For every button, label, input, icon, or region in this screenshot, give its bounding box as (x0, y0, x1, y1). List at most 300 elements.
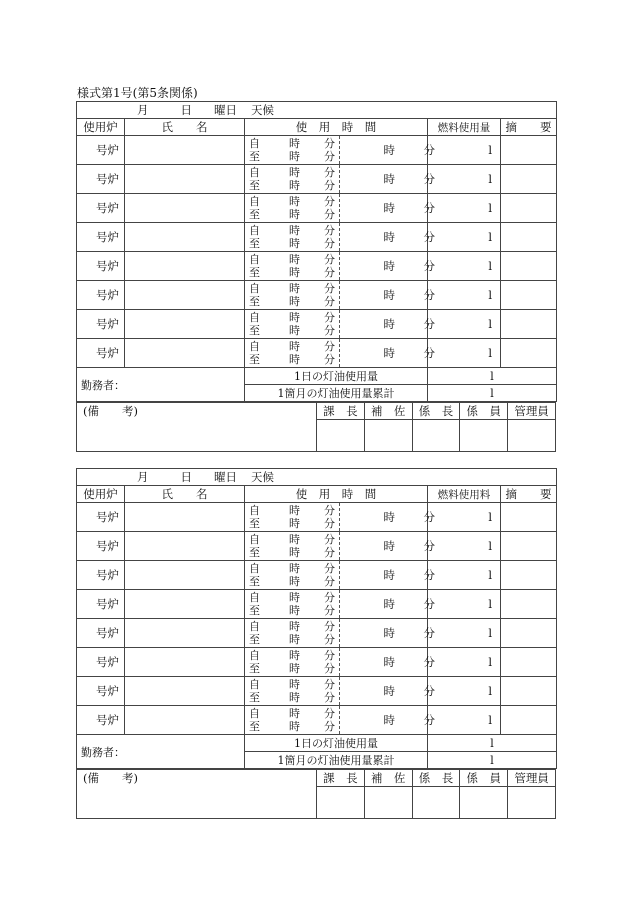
duration-hour-label: 時 (383, 317, 395, 331)
col-fuel-amount: 燃料使用量 (428, 119, 501, 136)
date-bar[interactable] (77, 102, 557, 119)
log-row (77, 503, 557, 532)
duration-minute-label: 分 (423, 510, 435, 524)
duration-hour-label: 時 (383, 597, 395, 611)
monthly-usage-value[interactable]: l (428, 752, 557, 769)
col-fuel-amount: 燃料使用料 (428, 486, 501, 503)
name-cell[interactable] (125, 706, 245, 735)
furnace-cell[interactable] (77, 194, 125, 223)
seal-box[interactable] (317, 420, 365, 452)
from-label: 自 (249, 253, 260, 266)
from-label: 自 (249, 282, 260, 295)
fuel-cell[interactable] (428, 706, 501, 735)
hour-label: 時 (289, 720, 300, 733)
duration-hour-label: 時 (383, 230, 395, 244)
fuel-cell[interactable] (428, 532, 501, 561)
hour-label: 時 (289, 179, 300, 192)
furnace-cell[interactable] (77, 648, 125, 677)
duration-minute-label: 分 (423, 346, 435, 360)
fuel-cell[interactable] (428, 648, 501, 677)
from-label: 自 (249, 166, 260, 179)
from-label: 自 (249, 224, 260, 237)
duration-hour-label: 時 (383, 346, 395, 360)
usage-time-cell[interactable] (245, 281, 435, 310)
minute-label: 分 (324, 633, 335, 646)
furnace-cell[interactable] (77, 136, 125, 165)
minute-label: 分 (324, 224, 335, 237)
name-cell[interactable] (125, 310, 245, 339)
daily-log-table (76, 468, 557, 769)
to-label: 至 (249, 237, 260, 250)
duration-minute-label: 分 (423, 655, 435, 669)
to-label: 至 (249, 517, 260, 530)
from-label: 自 (249, 504, 260, 517)
furnace-label: 号炉 (96, 684, 119, 698)
duration-minute-label: 分 (423, 626, 435, 640)
duration-minute-label: 分 (423, 317, 435, 331)
seal-box[interactable] (317, 787, 365, 819)
duration-hour-label: 時 (383, 510, 395, 524)
hour-label: 時 (289, 620, 300, 633)
furnace-cell[interactable] (77, 677, 125, 706)
minute-label: 分 (324, 311, 335, 324)
fuel-cell[interactable] (428, 252, 501, 281)
usage-time-cell[interactable] (245, 310, 435, 339)
log-row (77, 223, 557, 252)
furnace-label: 号炉 (96, 172, 119, 186)
to-label: 至 (249, 720, 260, 733)
fuel-cell[interactable] (428, 619, 501, 648)
summary-cell[interactable] (501, 223, 557, 252)
log-row (77, 648, 557, 677)
seal-box[interactable] (508, 787, 556, 819)
duration-hour-label: 時 (383, 201, 395, 215)
usage-time-cell[interactable] (245, 677, 435, 706)
fuel-unit: l (488, 597, 492, 611)
fuel-unit: l (488, 259, 492, 273)
furnace-cell[interactable] (77, 619, 125, 648)
name-cell[interactable] (125, 561, 245, 590)
weather-label: 天候 (251, 470, 274, 484)
furnace-label: 号炉 (96, 626, 119, 640)
monthly-usage-value[interactable]: l (428, 385, 557, 402)
usage-time-cell[interactable] (245, 619, 435, 648)
fuel-cell[interactable] (428, 281, 501, 310)
hour-label: 時 (289, 150, 300, 163)
hour-label: 時 (289, 208, 300, 221)
to-label: 至 (249, 546, 260, 559)
minute-label: 分 (324, 504, 335, 517)
col-name: 氏 名 (125, 486, 245, 503)
furnace-cell[interactable] (77, 310, 125, 339)
approver-2: 補 佐 (364, 403, 412, 420)
log-row (77, 532, 557, 561)
hour-label: 時 (289, 504, 300, 517)
minute-label: 分 (324, 340, 335, 353)
daily-log-form-1 (76, 101, 556, 452)
seal-box[interactable] (460, 420, 508, 452)
seal-box[interactable] (364, 420, 412, 452)
furnace-cell[interactable] (77, 590, 125, 619)
fuel-unit: l (488, 655, 492, 669)
approver-2: 補 佐 (364, 770, 412, 787)
furnace-cell[interactable] (77, 252, 125, 281)
from-label: 自 (249, 340, 260, 353)
summary-cell[interactable] (501, 532, 557, 561)
approver-1: 課 長 (317, 770, 365, 787)
col-furnace: 使用炉 (77, 119, 125, 136)
fuel-unit: l (488, 201, 492, 215)
log-row (77, 136, 557, 165)
month-label: 月 (137, 103, 149, 117)
approver-1: 課 長 (317, 403, 365, 420)
furnace-label: 号炉 (96, 288, 119, 302)
hour-label: 時 (289, 517, 300, 530)
furnace-label: 号炉 (96, 317, 119, 331)
duration-hour-label: 時 (383, 568, 395, 582)
notes-table (76, 402, 556, 452)
hour-label: 時 (289, 137, 300, 150)
minute-label: 分 (324, 691, 335, 704)
worker-label: 勤務者： (77, 735, 245, 769)
fuel-unit: l (488, 288, 492, 302)
hour-label: 時 (289, 691, 300, 704)
hour-label: 時 (289, 224, 300, 237)
form-title: 様式第1号(第5条関係) (77, 86, 198, 100)
notes-field[interactable] (77, 403, 317, 452)
name-cell[interactable] (125, 252, 245, 281)
hour-label: 時 (289, 649, 300, 662)
duration-hour-label: 時 (383, 288, 395, 302)
duration-minute-label: 分 (423, 568, 435, 582)
log-row (77, 194, 557, 223)
minute-label: 分 (324, 282, 335, 295)
furnace-label: 号炉 (96, 510, 119, 524)
hour-label: 時 (289, 662, 300, 675)
log-row (77, 252, 557, 281)
minute-label: 分 (324, 649, 335, 662)
to-label: 至 (249, 633, 260, 646)
name-cell[interactable] (125, 677, 245, 706)
weather-label: 天候 (251, 103, 274, 117)
to-label: 至 (249, 179, 260, 192)
from-label: 自 (249, 533, 260, 546)
summary-cell[interactable] (501, 503, 557, 532)
name-cell[interactable] (125, 136, 245, 165)
summary-cell[interactable] (501, 281, 557, 310)
daily-usage-value[interactable]: l (428, 368, 557, 385)
duration-hour-label: 時 (383, 143, 395, 157)
minute-label: 分 (324, 353, 335, 366)
notes-label: (備 考) (83, 404, 138, 418)
furnace-label: 号炉 (96, 713, 119, 727)
fuel-unit: l (488, 510, 492, 524)
fuel-unit: l (488, 568, 492, 582)
log-row (77, 590, 557, 619)
usage-time-cell[interactable] (245, 194, 435, 223)
hour-label: 時 (289, 533, 300, 546)
from-label: 自 (249, 311, 260, 324)
to-label: 至 (249, 604, 260, 617)
usage-time-cell[interactable] (245, 648, 435, 677)
usage-time-cell[interactable] (245, 223, 435, 252)
furnace-cell[interactable] (77, 532, 125, 561)
log-row (77, 310, 557, 339)
col-usage-time: 使 用 時 間 (245, 486, 428, 503)
usage-time-cell[interactable] (245, 590, 435, 619)
worker-label: 勤務者： (77, 368, 245, 402)
minute-label: 分 (324, 517, 335, 530)
furnace-label: 号炉 (96, 655, 119, 669)
month-label: 月 (137, 470, 149, 484)
duration-hour-label: 時 (383, 684, 395, 698)
fuel-unit: l (488, 539, 492, 553)
duration-minute-label: 分 (423, 684, 435, 698)
duration-hour-label: 時 (383, 655, 395, 669)
hour-label: 時 (289, 562, 300, 575)
hour-label: 時 (289, 546, 300, 559)
fuel-cell[interactable] (428, 310, 501, 339)
to-label: 至 (249, 295, 260, 308)
furnace-label: 号炉 (96, 143, 119, 157)
name-cell[interactable] (125, 165, 245, 194)
from-label: 自 (249, 195, 260, 208)
fuel-unit: l (488, 172, 492, 186)
summary-cell[interactable] (501, 561, 557, 590)
daily-log-table (76, 101, 557, 402)
minute-label: 分 (324, 562, 335, 575)
usage-time-cell[interactable] (245, 136, 435, 165)
summary-cell[interactable] (501, 590, 557, 619)
hour-label: 時 (289, 324, 300, 337)
fuel-unit: l (488, 684, 492, 698)
duration-minute-label: 分 (423, 259, 435, 273)
duration-minute-label: 分 (423, 539, 435, 553)
minute-label: 分 (324, 720, 335, 733)
fuel-cell[interactable] (428, 503, 501, 532)
hour-label: 時 (289, 166, 300, 179)
seal-box[interactable] (508, 420, 556, 452)
minute-label: 分 (324, 575, 335, 588)
col-summary: 摘 要 (501, 486, 557, 503)
minute-label: 分 (324, 604, 335, 617)
minute-label: 分 (324, 533, 335, 546)
notes-label: (備 考) (83, 771, 138, 785)
usage-time-cell[interactable] (245, 165, 435, 194)
usage-time-cell[interactable] (245, 252, 435, 281)
name-cell[interactable] (125, 590, 245, 619)
minute-label: 分 (324, 620, 335, 633)
summary-cell[interactable] (501, 136, 557, 165)
log-row (77, 165, 557, 194)
approver-5: 管理員 (508, 770, 556, 787)
furnace-label: 号炉 (96, 597, 119, 611)
duration-minute-label: 分 (423, 288, 435, 302)
to-label: 至 (249, 691, 260, 704)
hour-label: 時 (289, 353, 300, 366)
duration-minute-label: 分 (423, 597, 435, 611)
name-cell[interactable] (125, 532, 245, 561)
name-cell[interactable] (125, 648, 245, 677)
duration-minute-label: 分 (423, 713, 435, 727)
daily-usage-label: 1日の灯油使用量 (245, 735, 428, 752)
minute-label: 分 (324, 591, 335, 604)
log-row (77, 706, 557, 735)
minute-label: 分 (324, 166, 335, 179)
minute-label: 分 (324, 253, 335, 266)
duration-hour-label: 時 (383, 259, 395, 273)
minute-label: 分 (324, 266, 335, 279)
summary-cell[interactable] (501, 706, 557, 735)
fuel-cell[interactable] (428, 194, 501, 223)
fuel-unit: l (488, 626, 492, 640)
hour-label: 時 (289, 237, 300, 250)
hour-label: 時 (289, 295, 300, 308)
log-row (77, 619, 557, 648)
furnace-cell[interactable] (77, 281, 125, 310)
duration-hour-label: 時 (383, 713, 395, 727)
furnace-label: 号炉 (96, 230, 119, 244)
fuel-cell[interactable] (428, 561, 501, 590)
usage-time-cell[interactable] (245, 561, 435, 590)
fuel-unit: l (488, 317, 492, 331)
furnace-cell[interactable] (77, 503, 125, 532)
seal-box[interactable] (460, 787, 508, 819)
hour-label: 時 (289, 311, 300, 324)
duration-minute-label: 分 (423, 143, 435, 157)
minute-label: 分 (324, 179, 335, 192)
monthly-usage-label: 1箇月の灯油使用量累計 (245, 385, 428, 402)
duration-hour-label: 時 (383, 172, 395, 186)
to-label: 至 (249, 575, 260, 588)
minute-label: 分 (324, 295, 335, 308)
name-cell[interactable] (125, 194, 245, 223)
hour-label: 時 (289, 707, 300, 720)
minute-label: 分 (324, 137, 335, 150)
summary-cell[interactable] (501, 648, 557, 677)
minute-label: 分 (324, 208, 335, 221)
approver-3: 係 長 (412, 403, 460, 420)
name-cell[interactable] (125, 339, 245, 368)
log-row (77, 677, 557, 706)
furnace-label: 号炉 (96, 568, 119, 582)
seal-box[interactable] (364, 787, 412, 819)
fuel-cell[interactable] (428, 223, 501, 252)
hour-label: 時 (289, 266, 300, 279)
daily-usage-value[interactable]: l (428, 735, 557, 752)
seal-box[interactable] (412, 420, 460, 452)
usage-time-cell[interactable] (245, 532, 435, 561)
to-label: 至 (249, 353, 260, 366)
from-label: 自 (249, 649, 260, 662)
daily-usage-label: 1日の灯油使用量 (245, 368, 428, 385)
daily-log-form-2 (76, 468, 556, 819)
fuel-unit: l (488, 713, 492, 727)
furnace-cell[interactable] (77, 339, 125, 368)
col-furnace: 使用炉 (77, 486, 125, 503)
log-row (77, 339, 557, 368)
day-label: 日 (180, 103, 192, 117)
minute-label: 分 (324, 150, 335, 163)
day-label: 日 (180, 470, 192, 484)
usage-time-cell[interactable] (245, 503, 435, 532)
minute-label: 分 (324, 324, 335, 337)
seal-box[interactable] (412, 787, 460, 819)
summary-cell[interactable] (501, 165, 557, 194)
usage-time-cell[interactable] (245, 706, 435, 735)
summary-cell[interactable] (501, 310, 557, 339)
duration-hour-label: 時 (383, 539, 395, 553)
furnace-cell[interactable] (77, 223, 125, 252)
name-cell[interactable] (125, 503, 245, 532)
log-row (77, 561, 557, 590)
name-cell[interactable] (125, 281, 245, 310)
usage-time-cell[interactable] (245, 339, 435, 368)
col-name: 氏 名 (125, 119, 245, 136)
fuel-cell[interactable] (428, 590, 501, 619)
log-row (77, 281, 557, 310)
fuel-cell[interactable] (428, 136, 501, 165)
to-label: 至 (249, 324, 260, 337)
summary-cell[interactable] (501, 677, 557, 706)
minute-label: 分 (324, 195, 335, 208)
summary-cell[interactable] (501, 252, 557, 281)
minute-label: 分 (324, 707, 335, 720)
hour-label: 時 (289, 633, 300, 646)
weekday-label: 曜日 (214, 103, 237, 117)
hour-label: 時 (289, 340, 300, 353)
name-cell[interactable] (125, 223, 245, 252)
fuel-cell[interactable] (428, 165, 501, 194)
summary-cell[interactable] (501, 194, 557, 223)
from-label: 自 (249, 562, 260, 575)
hour-label: 時 (289, 575, 300, 588)
to-label: 至 (249, 662, 260, 675)
furnace-cell[interactable] (77, 706, 125, 735)
to-label: 至 (249, 150, 260, 163)
col-summary: 摘 要 (501, 119, 557, 136)
approver-3: 係 長 (412, 770, 460, 787)
hour-label: 時 (289, 282, 300, 295)
from-label: 自 (249, 620, 260, 633)
name-cell[interactable] (125, 619, 245, 648)
hour-label: 時 (289, 678, 300, 691)
minute-label: 分 (324, 237, 335, 250)
weekday-label: 曜日 (214, 470, 237, 484)
from-label: 自 (249, 707, 260, 720)
approver-4: 係 員 (460, 770, 508, 787)
fuel-cell[interactable] (428, 677, 501, 706)
monthly-usage-label: 1箇月の灯油使用量累計 (245, 752, 428, 769)
from-label: 自 (249, 591, 260, 604)
furnace-label: 号炉 (96, 259, 119, 273)
summary-cell[interactable] (501, 339, 557, 368)
approver-4: 係 員 (460, 403, 508, 420)
to-label: 至 (249, 266, 260, 279)
hour-label: 時 (289, 253, 300, 266)
furnace-label: 号炉 (96, 346, 119, 360)
fuel-cell[interactable] (428, 339, 501, 368)
furnace-cell[interactable] (77, 561, 125, 590)
notes-field[interactable] (77, 770, 317, 819)
fuel-unit: l (488, 230, 492, 244)
date-bar[interactable] (77, 469, 557, 486)
summary-cell[interactable] (501, 619, 557, 648)
furnace-cell[interactable] (77, 165, 125, 194)
fuel-unit: l (488, 143, 492, 157)
duration-minute-label: 分 (423, 201, 435, 215)
hour-label: 時 (289, 591, 300, 604)
